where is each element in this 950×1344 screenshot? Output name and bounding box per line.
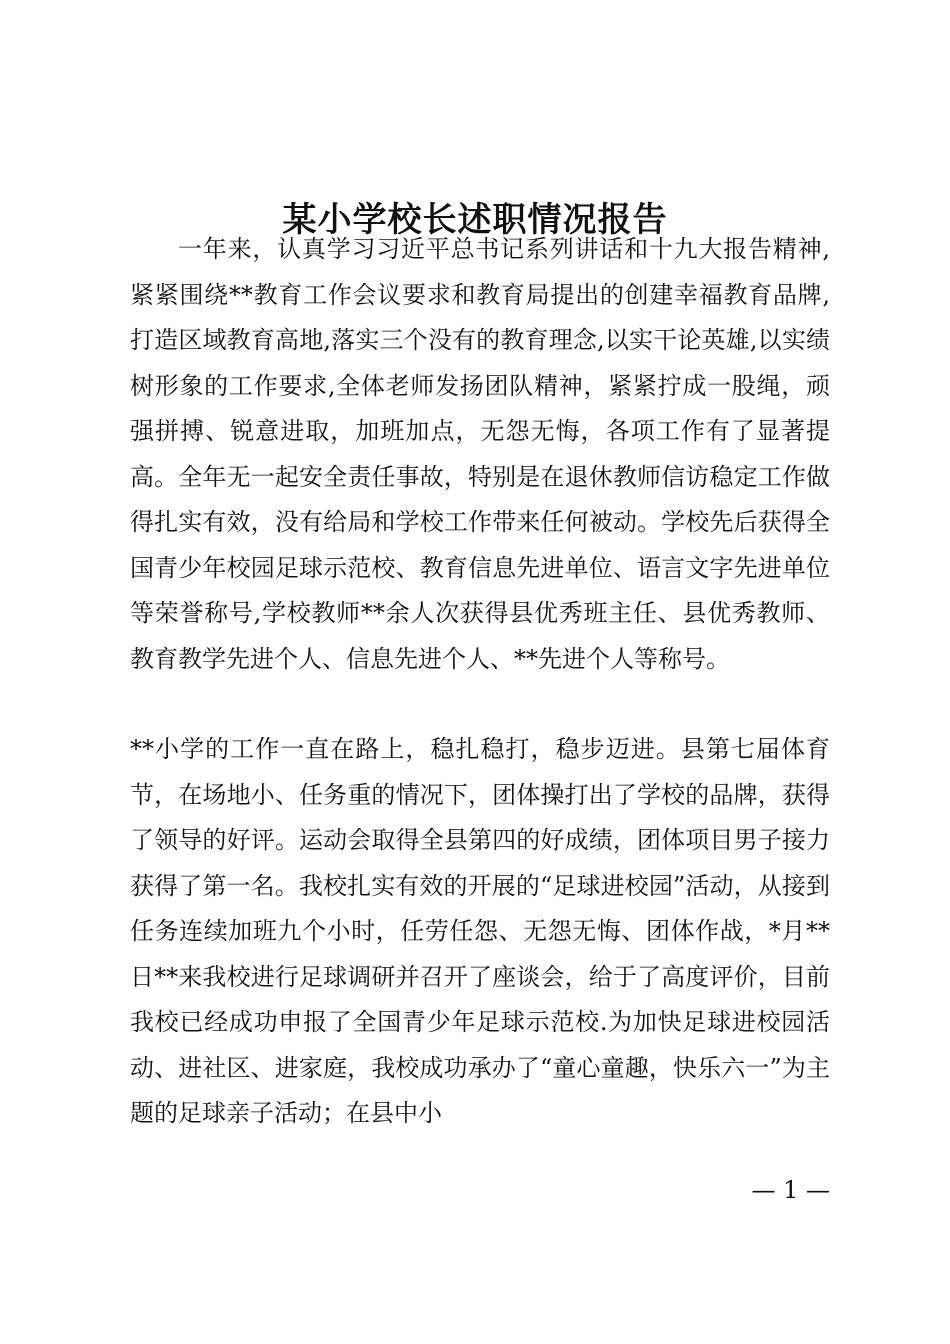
- paragraph-1-text: 一年来，认真学习习近平总书记系列讲话和十九大报告精神,紧紧围绕**教育工作会议要求和教育局提出的创建幸福教育品牌,打造区域教育高地,落实三个没有的教育理念,以实干论英雄,以实绩树形象的工作要求,全体老师发扬团队精神，紧紧拧成一股绳，顽强拼搏、锐意进取，加班加点，无怨无悔，各项工作有了显著提高。全年无一起安全责任事故，特别是在退休教师信访稳定工作做得扎实有效，没有给局和学校工作带来任何被动。学校先后获得全国青少年校园足球示范校、教育信息先进单位、语言文字先进单位等荣誉称号,学校教师**余人次获得县优秀班主任、县优秀教师、教育教学先进个人、信息先进个人、**先进个人等称号。: [130, 235, 830, 673]
- paragraph-2-text: **小学的工作一直在路上，稳扎稳打，稳步迈进。县第七届体育节，在场地小、任务重的情况下，团体操打出了学校的品牌，获得了领导的好评。运动会取得全县第四的好成绩，团体项目男子接力获得了第一名。我校扎实有效的开展的“足球进校园”活动，从接到任务连续加班九个小时，任劳任怨、无怨无悔、团体作战，*月**日**来我校进行足球调研并召开了座谈会，给于了高度评价，目前我校已经成功申报了全国青少年足球示范校.为加快足球进校园活动、进社区、进家庭，我校成功承办了“童心童趣，快乐六一”为主题的足球亲子活动；在县中小: [130, 735, 830, 1127]
- page-number: — 1 —: [751, 1176, 830, 1204]
- paragraph-2: [130, 727, 830, 1137]
- paragraph-1: [130, 227, 830, 682]
- document-title: 某小学校长述职情况报告: [282, 199, 668, 240]
